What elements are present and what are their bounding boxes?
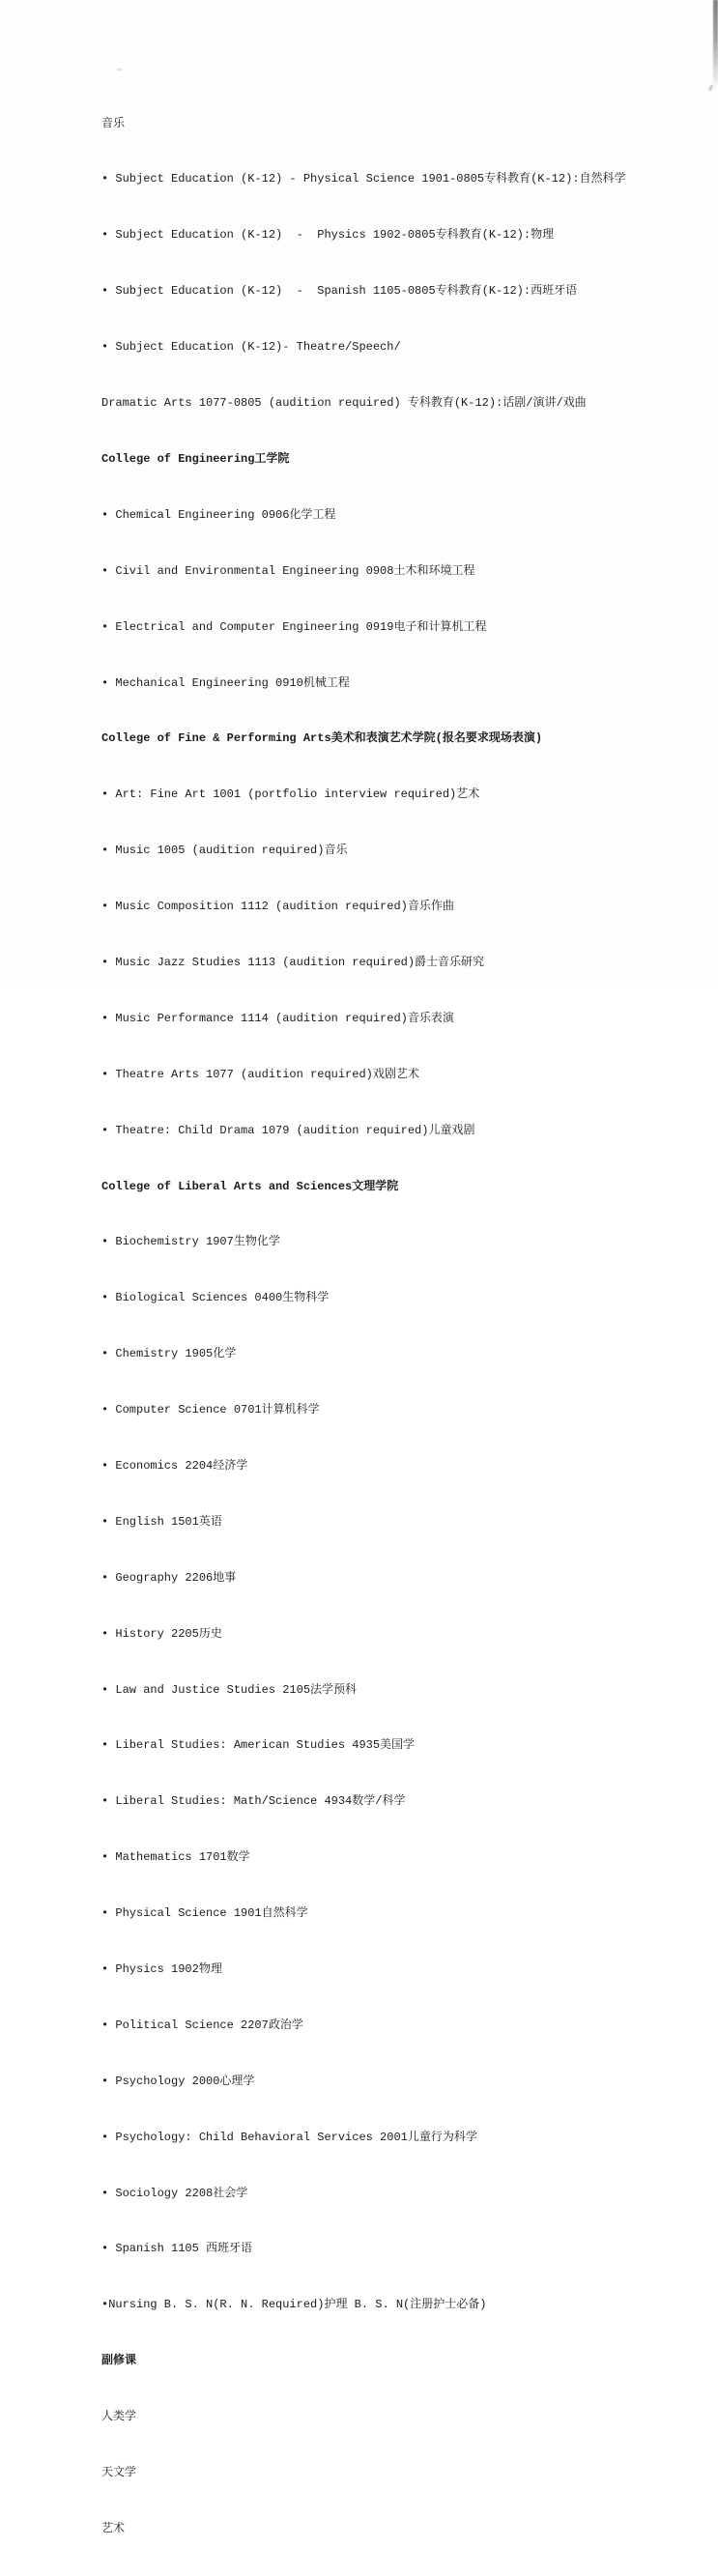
doc-line: 艺术 [101,2521,126,2535]
doc-line: • Mathematics 1701数学 [101,1850,250,1865]
doc-line: • Physical Science 1901自然科学 [101,1906,308,1921]
doc-line: • Music Composition 1112 (audition required)音乐作曲 [101,900,454,914]
doc-line: • Subject Education (K-12)- Theatre/Speech/ [101,340,401,355]
doc-line: • Electrical and Computer Engineering 0919电子和计算机工程 [101,619,487,634]
doc-line: • Biological Sciences 0400生物科学 [101,1291,330,1305]
doc-line: • Chemistry 1905化学 [101,1347,237,1361]
doc-line: •Nursing B. S. N(R. N. Required)护理 B. S. N(注册护士必备) [101,2298,487,2312]
doc-line: • Theatre Arts 1077 (audition required)戏剧艺术 [101,1067,419,1081]
doc-line: • History 2205历史 [101,1626,222,1641]
scan-artifact-edge [713,0,718,89]
doc-line: Dramatic Arts 1077-0805 (audition required) 专科教育(K-12):话剧/演讲/戏曲 [101,396,587,411]
doc-line: • Art: Fine Art 1001 (portfolio interview required)艺术 [101,787,480,802]
section-heading: College of Fine & Performing Arts美术和表演艺术学院(报名要求现场表演) [101,731,543,746]
doc-line: • Chemical Engineering 0906化学工程 [101,507,336,522]
scan-artifact-speck [117,69,122,71]
doc-line: • English 1501英语 [101,1514,222,1529]
document-body [101,77,625,2576]
section-heading: College of Liberal Arts and Sciences文理学院 [101,1179,399,1193]
doc-line: • Biochemistry 1907生物化学 [101,1235,280,1249]
doc-line: • Political Science 2207政治学 [101,2018,303,2032]
doc-line: • Physics 1902物理 [101,1961,222,1976]
section-heading: College of Engineering工学院 [101,451,290,466]
doc-line: • Geography 2206地事 [101,1570,237,1585]
doc-line: • Computer Science 0701计算机科学 [101,1403,320,1417]
doc-line: • Economics 2204经济学 [101,1458,248,1473]
doc-line: • Mechanical Engineering 0910机械工程 [101,675,350,690]
doc-line: • Liberal Studies: Math/Science 4934数学/科学 [101,1794,406,1809]
doc-line: • Music Jazz Studies 1113 (audition required)爵士音乐研究 [101,955,485,969]
doc-line: • Subject Education (K-12) - Spanish 1105-0805专科教育(K-12):西班牙语 [101,284,578,299]
doc-line: 人类学 [101,2410,137,2424]
section-heading: 副修课 [101,2354,137,2368]
doc-line: • Theatre: Child Drama 1079 (audition required)儿童戏剧 [101,1123,475,1137]
doc-line: • Civil and Environmental Engineering 0908土木和环境工程 [101,563,475,578]
doc-line: • Music 1005 (audition required)音乐 [101,844,348,858]
doc-line: • Law and Justice Studies 2105法学预科 [101,1682,358,1697]
doc-line: • Subject Education (K-12) - Physical Science 1901-0805专科教育(K-12):自然科学 [101,172,626,186]
section-heading: 音乐 [101,116,126,130]
doc-line: • Sociology 2208社会学 [101,2186,248,2200]
doc-line: • Spanish 1105 西班牙语 [101,2242,253,2256]
doc-line: • Psychology: Child Behavioral Services 2001儿童行为科学 [101,2130,477,2144]
doc-line: 天文学 [101,2466,137,2479]
doc-line: • Liberal Studies: American Studies 4935美国学 [101,1738,416,1753]
doc-line: • Psychology 2000心理学 [101,2074,255,2088]
doc-line: • Subject Education (K-12) - Physics 1902-0805专科教育(K-12):物理 [101,228,555,243]
doc-line: • Music Performance 1114 (audition required)音乐表演 [101,1011,454,1025]
